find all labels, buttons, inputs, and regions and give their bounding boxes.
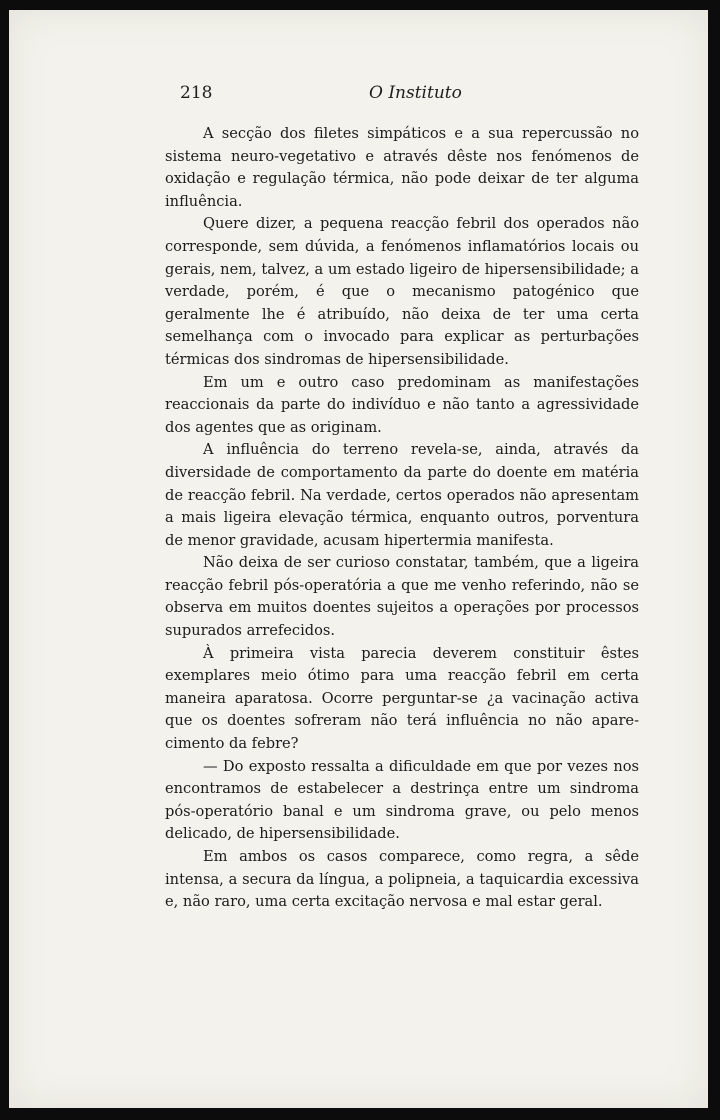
body-text — [165, 123, 639, 914]
paragraph: A influência do terreno revela-se, ainda, através da diversidade de comportamento da parte do doente em matéria de reacção febril. Na verdade, certos operados não apresentam a mais ligeira elevação térmica, enquanto outros, porventura de menor gravidade, acusam hipertermia manifesta. — [165, 441, 639, 549]
paragraph: A secção dos filetes simpáticos e a sua repercussão no sistema neuro-vegetativo e através dêste nos fenómenos de oxidação e regulação térmica, não pode deixar de ter alguma influência. — [165, 125, 639, 210]
running-head — [174, 83, 649, 109]
paragraph: — Do exposto ressalta a dificuldade em que por vezes nos encontramos de estabelecer a destrinça entre um sindroma pós-operatório banal e um sindroma grave, ou pelo menos delicado, de hipersensibilidade. — [165, 757, 639, 843]
paragraph: Em ambos os casos comparece, como regra, a sêde intensa, a secura da língua, a polipneia, a taquicardia excessiva e, não raro, uma certa excitação nervosa e mal estar geral. — [165, 848, 639, 911]
page-number: 218 — [180, 83, 213, 103]
paragraph: Em um e outro caso predominam as manifestações reaccionais da parte do indivíduo e não tanto a agressividade dos agentes que as originam. — [165, 373, 639, 436]
paragraph: À primeira vista parecia deverem constituir êstes exemplares meio ótimo para uma reacção febril em certa maneira aparatosa. Ocorre perguntar-se ¿a vacinação activa que os doentes sofreram não terá influência no não aparecimento da febre? — [165, 644, 639, 753]
paragraph: Quere dizer, a pequena reacção febril dos operados não corresponde, sem dúvida, a fenómenos inflamatórios locais ou gerais, nem, talvez, a um estado ligeiro de hipersensibilidade; a verdade, porém, é que o mecanismo patogénico que geralmente lhe é atribuído, não deixa de ter uma certa semelhança com o invocado para explicar as perturbações térmicas dos sindromas de hipersensibilidade. — [165, 215, 639, 368]
running-title: O Instituto — [369, 83, 462, 103]
paragraph: Não deixa de ser curioso constatar, também, que a ligeira reacção febril pós-operatória a que me venho referindo, não se observa em muitos doentes sujeitos a operações por processos supurados arrefecidos. — [165, 554, 639, 640]
